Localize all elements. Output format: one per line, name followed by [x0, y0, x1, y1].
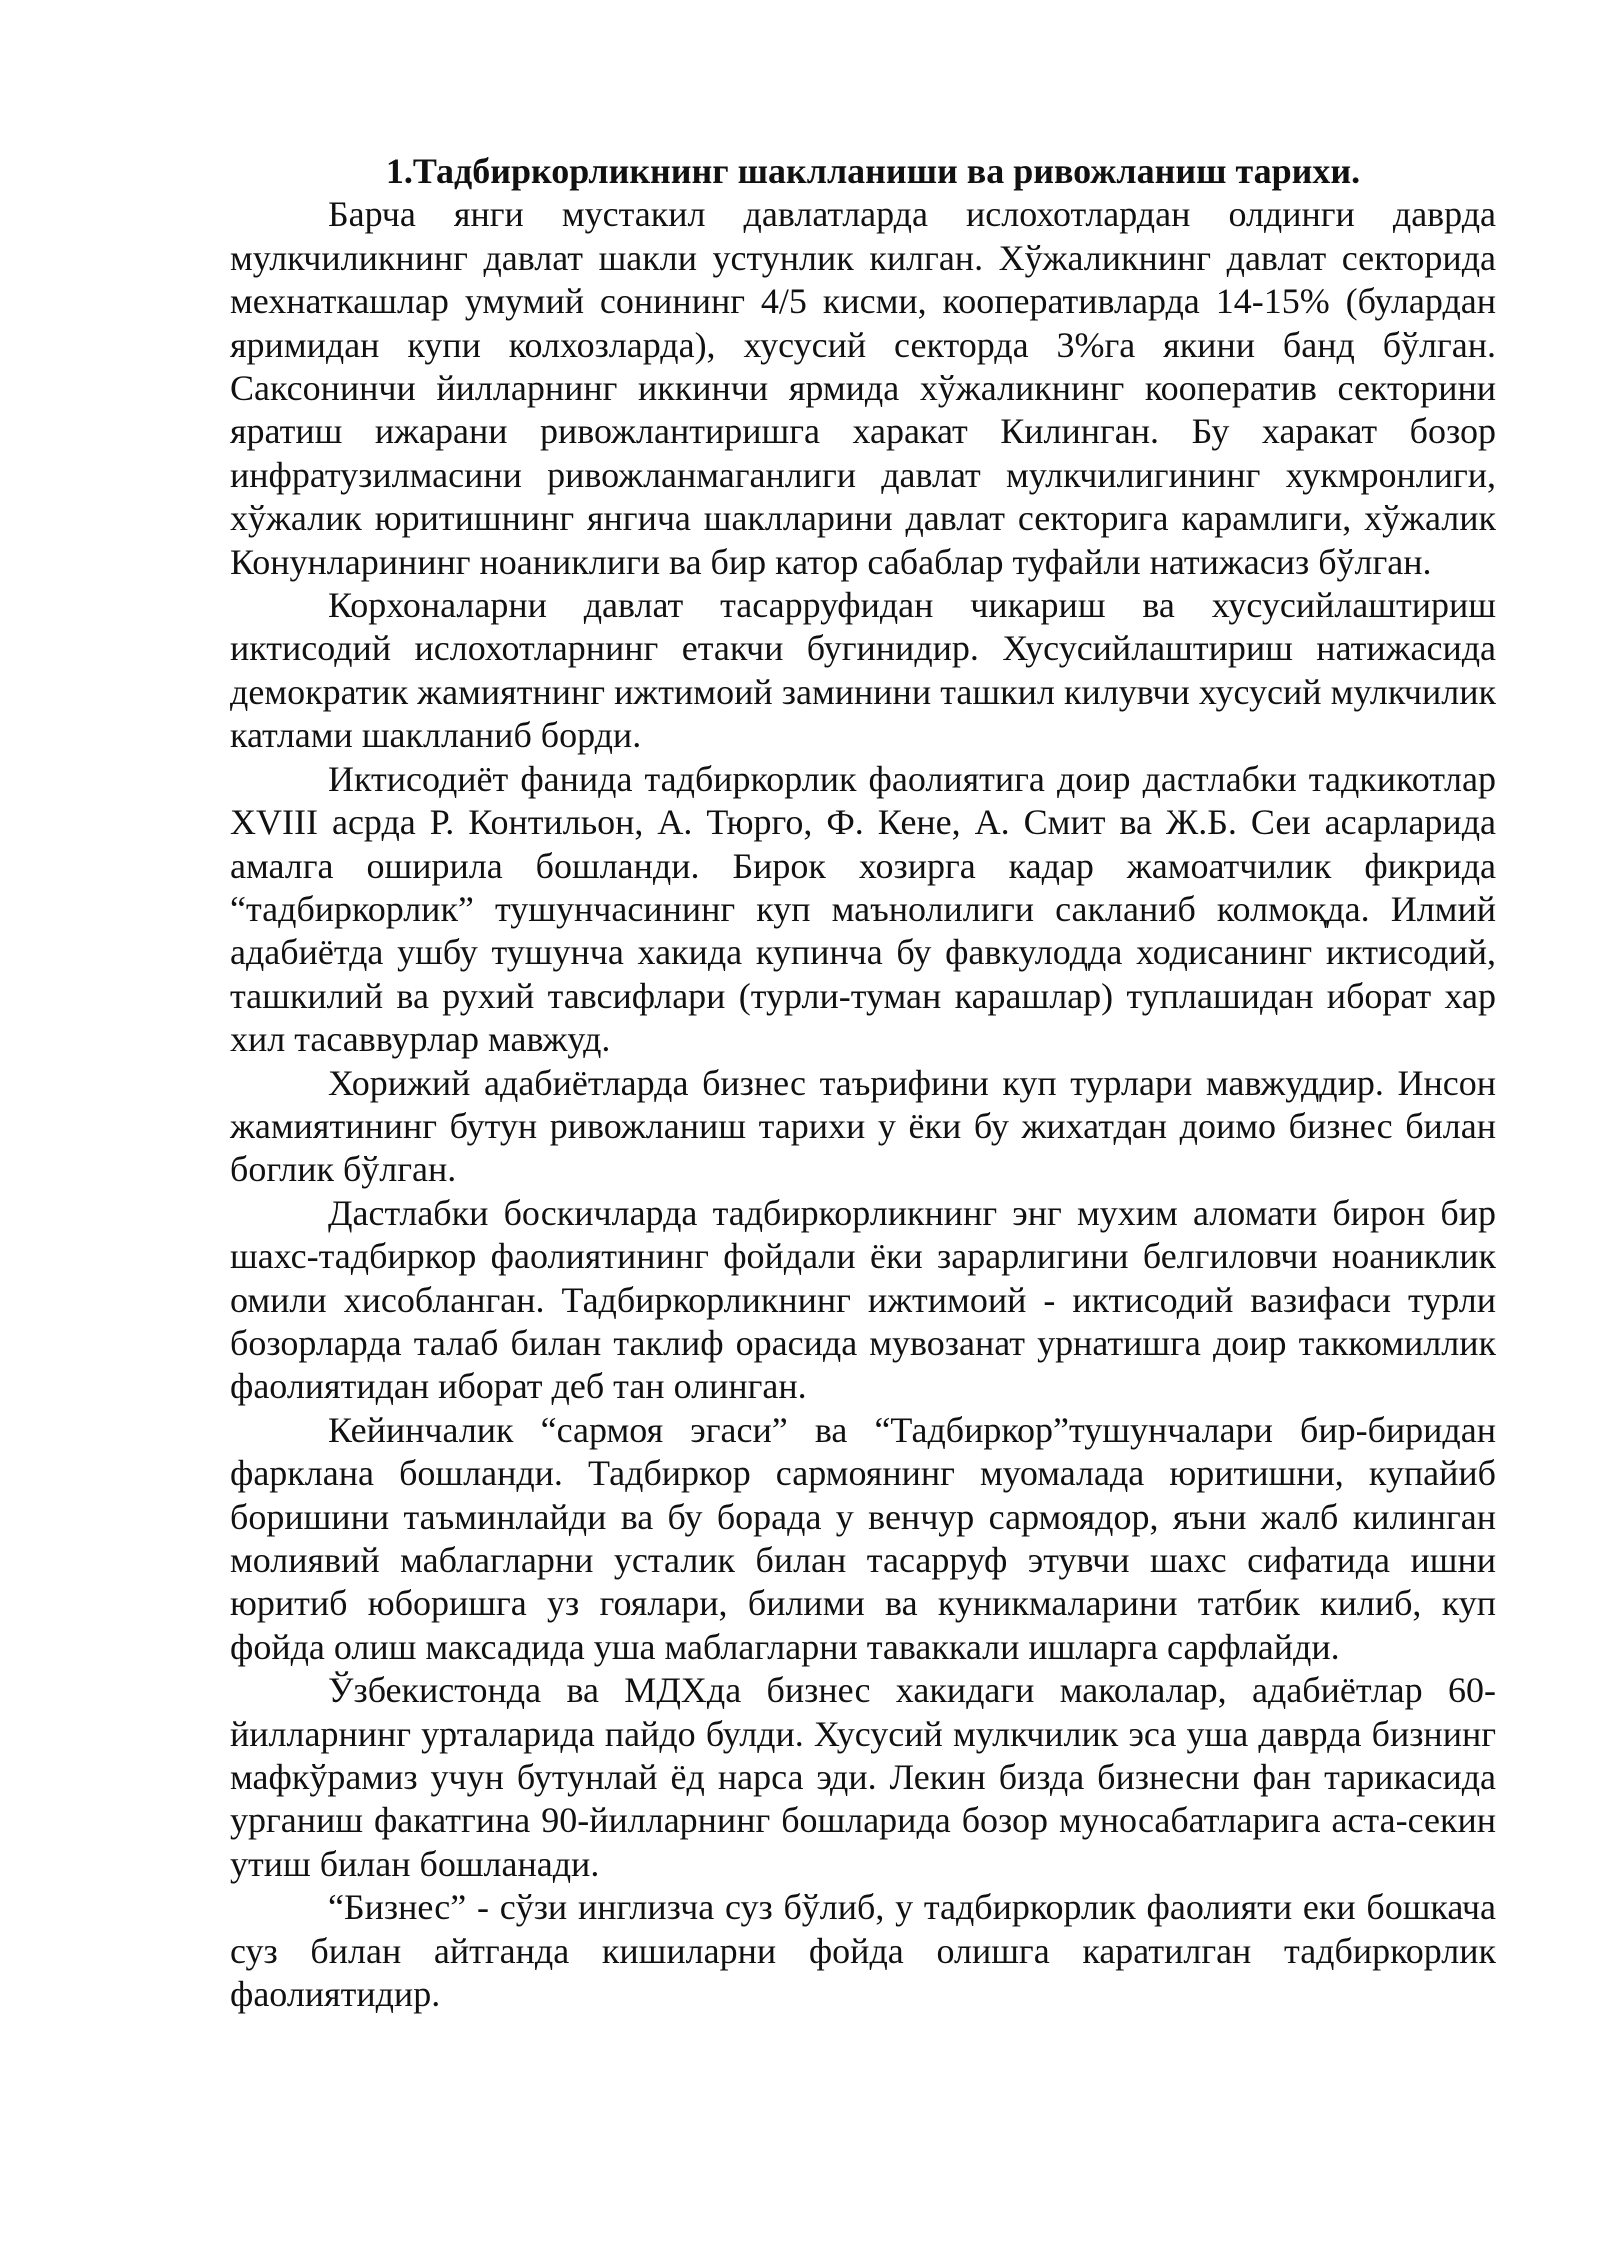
document-page	[230, 150, 1496, 2016]
paragraph-8: “Бизнес” - сўзи инглизча суз бўлиб, у тадбиркорлик фаолияти еки бошкача суз билан айтганда кишиларни фойда олишга каратилган тадбиркорлик фаолиятидир.	[230, 1887, 1496, 2015]
paragraph-7: Ўзбекистонда ва МДХда бизнес хакидаги маколалар, адабиётлар 60-йилларнинг урталарида пайдо булди. Хусусий мулкчилик эса уша даврда бизнинг мафкўрамиз учун бутунлай ёд нарса эди. Лекин бизда бизнесни фан тарикасида урганиш факатгина 90-йилларнинг бошларида бозор муносабатларига аста-секин утиш билан бошланади.	[230, 1670, 1496, 1884]
paragraph-6: Кейинчалик “сармоя эгаси” ва “Тадбиркор”тушунчалари бир-биридан фарклана бошланди. Тадбиркор сармоянинг муомалада юритишни, купайиб боришини таъминлайди ва бу борада у венчур сармоядор, яъни жалб килинган молиявий маблагларни усталик билан тасарруф этувчи шахс сифатида ишни юритиб юборишга уз гоялари, билими ва куникмаларини татбик килиб, куп фойда олиш максадида уша маблагларни таваккали ишларга сарфлайди.	[230, 1409, 1496, 1667]
paragraph-3: Иктисодиёт фанида тадбиркорлик фаолиятига доир дастлабки тадкикотлар XVIII асрда Р. Контильон, А. Тюрго, Ф. Кене, А. Смит ва Ж.Б. Сеи асарларида амалга оширила бошланди. Бирок хозирга кадар жамоатчилик фикрида “тадбиркорлик” тушунчасининг куп маънолилиги сакланиб колмоқда. Илмий адабиётда ушбу тушунча хакида купинча бу фавкулодда ходисанинг иктисодий, ташкилий ва рухий тавсифлари (турли-туман карашлар) туплашидан иборат хар хил тасаввурлар мавжуд.	[230, 758, 1496, 1060]
paragraph-2: Корхоналарни давлат тасарруфидан чикариш ва хусусийлаштириш иктисодий ислохотларнинг етакчи бугинидир. Хусусийлаштириш натижасида демократик жамиятнинг ижтимоий заминини ташкил килувчи хусусий мулкчилик катлами шаклланиб борди.	[230, 585, 1496, 756]
paragraph-4: Хорижий адабиётларда бизнес таърифини куп турлари мавжуддир. Инсон жамиятининг бутун ривожланиш тарихи у ёки бу жихатдан доимо бизнес билан боглик бўлган.	[230, 1062, 1496, 1190]
paragraph-5: Дастлабки боскичларда тадбиркорликнинг энг мухим аломати бирон бир шахс-тадбиркор фаолиятининг фойдали ёки зарарлигини белгиловчи ноаниклик омили хисобланган. Тадбиркорликнинг ижтимоий - иктисодий вазифаси турли бозорларда талаб билан таклиф орасида мувозанат урнатишга доир таккомиллик фаолиятидан иборат деб тан олинган.	[230, 1192, 1496, 1407]
paragraph-1: Барча янги мустакил давлатларда ислохотлардан олдинги даврда мулкчиликнинг давлат шакли устунлик килган. Хўжаликнинг давлат секторида мехнаткашлар умумий сонининг 4/5 кисми, кооперативларда 14-15% (булардан яримидан купи колхозларда), хусусий секторда 3%га якини банд бўлган. Саксонинчи йилларнинг иккинчи ярмида хўжаликнинг кооператив секторини яратиш ижарани ривожлантиришга харакат Килинган. Бу харакат бозор инфратузилмасини ривожланмаганлиги давлат мулкчилигининг хукмронлиги, хўжалик юритишнинг янгича шаклларини давлат секторига карамлиги, хўжалик Конунларининг ноаниклиги ва бир катор сабаблар туфайли натижасиз бўлган.	[230, 194, 1496, 582]
document-title: 1.Тадбиркорликнинг шаклланиши ва ривожланиш тарихи.	[385, 151, 1361, 191]
